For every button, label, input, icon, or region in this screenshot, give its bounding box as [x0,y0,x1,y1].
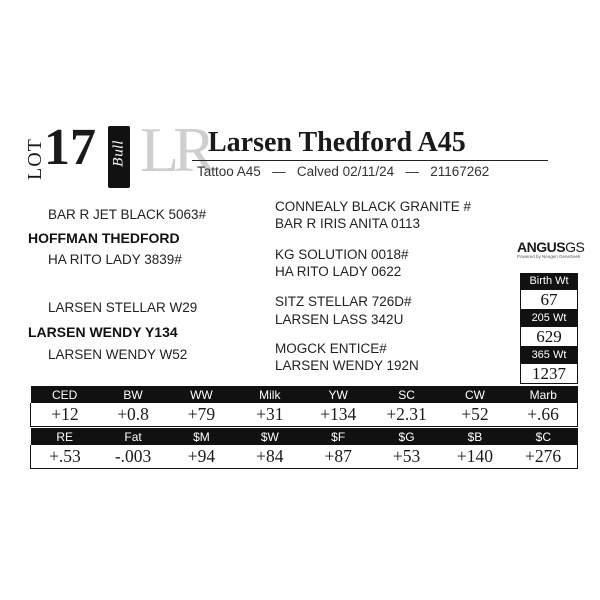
epd-header: CED [31,386,99,403]
calved-date: Calved 02/11/24 [296,164,395,179]
pedigree-sire-sire: BAR R JET BLACK 5063# [48,207,207,222]
lot-label: LOT [24,138,46,180]
pedigree-sire-dam: HA RITO LADY 3839# [48,252,182,267]
epd-header: $B [441,428,509,445]
tattoo: Tattoo A45 [197,164,261,179]
name-underline [192,160,548,161]
pedigree-right-line: LARSEN LASS 342U [275,312,404,327]
ranch-logo: LR [140,114,210,185]
pedigree-right-line: CONNEALY BLACK GRANITE # [275,199,472,214]
epd-value: +53 [372,445,440,469]
epd-header: $C [509,428,577,445]
epd-value-row [31,403,578,427]
epd-header: Marb [509,386,577,403]
subline-separator: — [272,164,286,179]
angus-logo-main: ANGUS [517,239,566,255]
epd-header: $W [236,428,304,445]
epd-value: +84 [236,445,304,469]
epd-value-row [31,445,578,469]
animal-name: Larsen Thedford A45 [208,127,466,158]
epd-header: RE [31,428,99,445]
205-weight-value: 629 [520,326,578,347]
birth-weight-label: Birth Wt [520,273,578,289]
angus-logo-tagline: Powered by Neogen GeneSeek [517,254,581,259]
angus-gs-logo [517,240,583,260]
animal-type-badge [108,126,130,188]
epd-header: BW [99,386,167,403]
epd-table-2 [30,428,578,469]
animal-subline [197,164,489,179]
205-weight-label: 205 Wt [520,310,578,326]
epd-value: +276 [509,445,577,469]
pedigree-sire: HOFFMAN THEDFORD [28,230,180,246]
epd-header: Fat [99,428,167,445]
pedigree-right-line: SITZ STELLAR 726D# [275,294,412,309]
pedigree-right-line: MOGCK ENTICE# [275,341,387,356]
pedigree-dam: LARSEN WENDY Y134 [28,324,178,340]
epd-table-1 [30,386,578,427]
birth-weight-value: 67 [520,289,578,310]
epd-value: +2.31 [372,403,440,427]
epd-value: +94 [167,445,235,469]
pedigree-right-line: BAR R IRIS ANITA 0113 [275,216,421,231]
epd-value: +.53 [31,445,99,469]
epd-header: Milk [236,386,304,403]
epd-header-row [31,386,578,403]
pedigree-right-line: HA RITO LADY 0622 [275,264,402,279]
pedigree-dam-sire: LARSEN STELLAR W29 [48,300,198,315]
epd-value: +140 [441,445,509,469]
365-weight-value: 1237 [520,363,578,384]
subline-separator: — [405,164,419,179]
animal-type-label: Bull [111,140,127,167]
epd-header: YW [304,386,372,403]
epd-header: CW [441,386,509,403]
epd-value: -.003 [99,445,167,469]
epd-value: +134 [304,403,372,427]
epd-value: +87 [304,445,372,469]
epd-header: SC [372,386,440,403]
epd-value: +31 [236,403,304,427]
epd-value: +79 [167,403,235,427]
lot-number: 17 [44,119,96,176]
epd-value: +0.8 [99,403,167,427]
angus-logo-suffix: GS [565,239,585,255]
365-weight-label: 365 Wt [520,347,578,363]
epd-header: WW [167,386,235,403]
epd-header-row [31,428,578,445]
epd-value: +12 [31,403,99,427]
epd-header: $F [304,428,372,445]
epd-header: $M [167,428,235,445]
registration-number: 21167262 [430,164,490,179]
pedigree-right-line: LARSEN WENDY 192N [275,358,419,373]
epd-value: +.66 [509,403,577,427]
pedigree-right-line: KG SOLUTION 0018# [275,247,409,262]
epd-value: +52 [441,403,509,427]
epd-header: $G [372,428,440,445]
pedigree-dam-dam: LARSEN WENDY W52 [48,347,188,362]
